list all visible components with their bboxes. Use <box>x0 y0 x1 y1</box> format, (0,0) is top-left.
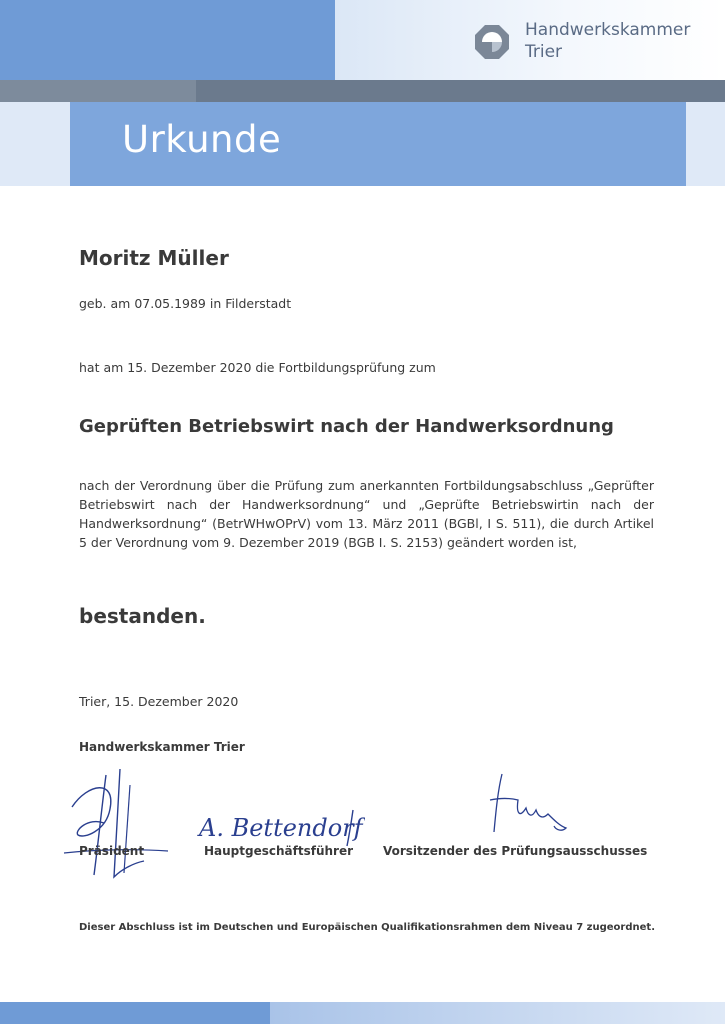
title-band-right-edge <box>686 102 725 186</box>
place-date: Trier, 15. Dezember 2020 <box>79 694 239 709</box>
footer-band-left <box>0 1002 270 1024</box>
issuer-name: Handwerkskammer Trier <box>79 740 245 754</box>
degree-title: Geprüften Betriebswirt nach der Handwerksordnung <box>79 416 614 437</box>
footer-band-right <box>270 1002 725 1024</box>
header-gray-strip-right <box>196 80 725 102</box>
chamber-logo-icon <box>474 24 510 60</box>
header-gray-strip-left <box>0 80 196 102</box>
president-signature <box>60 765 170 885</box>
chair-label: Vorsitzender des Prüfungsausschusses <box>383 844 648 858</box>
result-text: bestanden. <box>79 604 206 628</box>
exam-intro: hat am 15. Dezember 2020 die Fortbildungsprüfung zum <box>79 360 436 375</box>
title-band <box>0 102 725 186</box>
qualification-note: Dieser Abschluss ist im Deutschen und Europäischen Qualifikationsrahmen dem Niveau 7 zugeordnet. <box>79 922 656 933</box>
recipient-name: Moritz Müller <box>79 246 229 270</box>
legal-basis-text: nach der Verordnung über die Prüfung zum anerkannten Fortbildungsabschluss „Geprüfter Betriebswirt nach der Handwerksordnung“ und „Geprüfte Betriebswirtin nach der Handwerksordnung“ (BetrWHwOPrV) vom 13. März 2011 (BGBl, I S. 511), die durch Artikel 5 der Verordnung vom 9. Dezember 2019 (BGB I. S. 2153) geändert worden ist, <box>79 478 654 550</box>
director-signature <box>195 800 365 850</box>
org-name-line1: Handwerkskammer <box>525 20 691 40</box>
president-label: Präsident <box>79 844 145 858</box>
page-title: Urkunde <box>122 118 282 161</box>
header-band-fade <box>335 0 725 80</box>
header-band-left <box>0 0 335 80</box>
title-band-left-edge <box>0 102 70 186</box>
org-name-line2: Trier <box>525 42 563 62</box>
chair-signature <box>470 770 590 840</box>
birth-info: geb. am 07.05.1989 in Filderstadt <box>79 296 292 311</box>
director-label: Hauptgeschäftsführer <box>204 844 354 858</box>
director-signature-text: A. Bettendorf <box>199 814 363 842</box>
